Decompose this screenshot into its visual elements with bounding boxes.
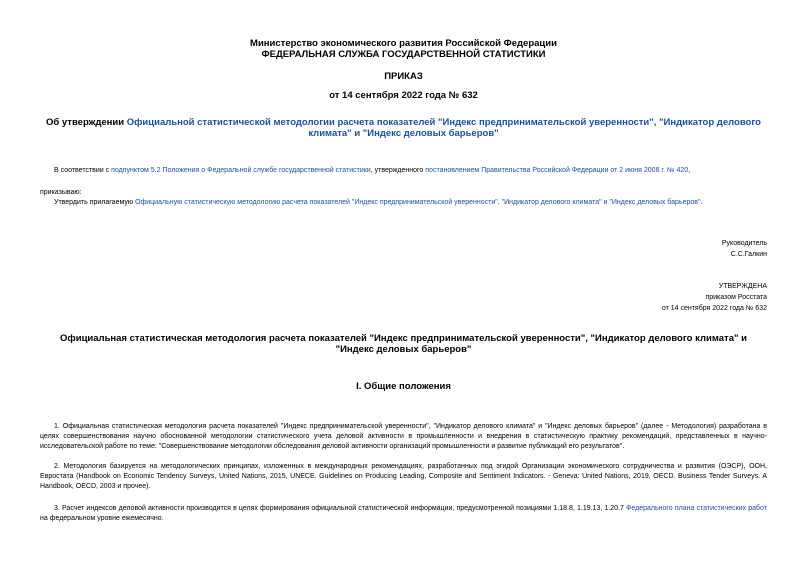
preamble-text-c: , — [688, 167, 691, 174]
doc-date-number: от 14 сентября 2022 года № 632 — [329, 90, 478, 101]
approval-date: от 14 сентября 2022 года № 632 — [661, 305, 767, 312]
signature-name: С.С.Галкин — [730, 251, 767, 258]
item-3 — [40, 504, 767, 524]
item-3-text-a: 3. Расчет индексов деловой активности производится в целях формирования официальной статистической информации, предусмотренной позициями 1.18.8, 1.19.13, 1.20.7 — [54, 505, 627, 512]
approval-stamp: УТВЕРЖДЕНА — [718, 283, 767, 290]
methodology-link[interactable]: Официальную статистическую методологию расчета показателей "Индекс предпринимательской уверенности", "Индикатор делового климата" и "Индекс деловых барьеров" — [135, 199, 701, 206]
preamble-text-a: В соответствии с — [54, 167, 112, 174]
regulation-link[interactable]: подпунктом 5.2 Положения о Федеральной службе государственной статистики — [111, 167, 371, 174]
ministry-name: Министерство экономического развития Российской Федерации — [250, 38, 557, 49]
federal-plan-link[interactable]: Федерального плана статистических работ — [626, 505, 768, 512]
preamble-paragraph — [54, 166, 767, 176]
signature-role: Руководитель — [721, 240, 767, 247]
methodology-title: Официальная статистическая методология расчета показателей "Индекс предпринимательской уверенности", "Индикатор делового климата" и "Индекс деловых барьеров" — [60, 333, 747, 355]
order-word: приказываю: — [40, 189, 82, 196]
item-2: 2. Методология базируется на методологических принципах, изложенных в международных рекомендациях, разработанных под эгидой Организации экономического сотрудничества и развития (ОЭСР), ООН, Евростата (Handbook on Economic Tendency Surveys, United Nations, 2015, UNECE. Guidelines on Producing Leading, Composite and Sentiment Indicators. - Geneva: United Nations, 2019, OECD. Business Tender Surveys. A Handbook, OECD, 2003 и прочее). — [40, 463, 767, 490]
order-title-link[interactable]: Официальной статистической методологии расчета показателей "Индекс предпринимательской уверенности", "Индикатор делового климата" и "Индекс деловых барьеров" — [126, 117, 761, 139]
section-title: I. Общие положения — [356, 381, 451, 392]
decree-link[interactable]: постановлением Правительства Российской Федерации от 2 июня 2008 г. № 420 — [425, 167, 689, 174]
order-title — [40, 117, 767, 139]
approve-text-a: Утвердить прилагаемую — [54, 199, 136, 206]
approve-paragraph — [54, 198, 767, 208]
item-3-text-b: на федеральном уровне ежемесячно. — [40, 515, 164, 522]
doc-type: ПРИКАЗ — [384, 71, 423, 82]
approval-order: приказом Росстата — [705, 294, 767, 301]
order-title-prefix: Об утверждении — [46, 117, 127, 128]
preamble-text-b: , утвержденного — [370, 167, 426, 174]
service-name: ФЕДЕРАЛЬНАЯ СЛУЖБА ГОСУДАРСТВЕННОЙ СТАТИСТИКИ — [261, 49, 546, 60]
approve-text-b: . — [700, 199, 703, 206]
item-1: 1. Официальная статистическая методология расчета показателей "Индекс предпринимательской уверенности", "Индикатор делового климата" и "Индекс деловых барьеров" (далее - Методология) разработана в целях совершенствования научно обоснованной методологии статистического учета деловой активности в промышленности и внедрения в статистическую практику рекомендаций, представленных в научно-исследовательской работе по теме: "Совершенствование методологии обследования деловой активности организаций промышленности и развитие публикаций его результатов". — [40, 423, 767, 450]
